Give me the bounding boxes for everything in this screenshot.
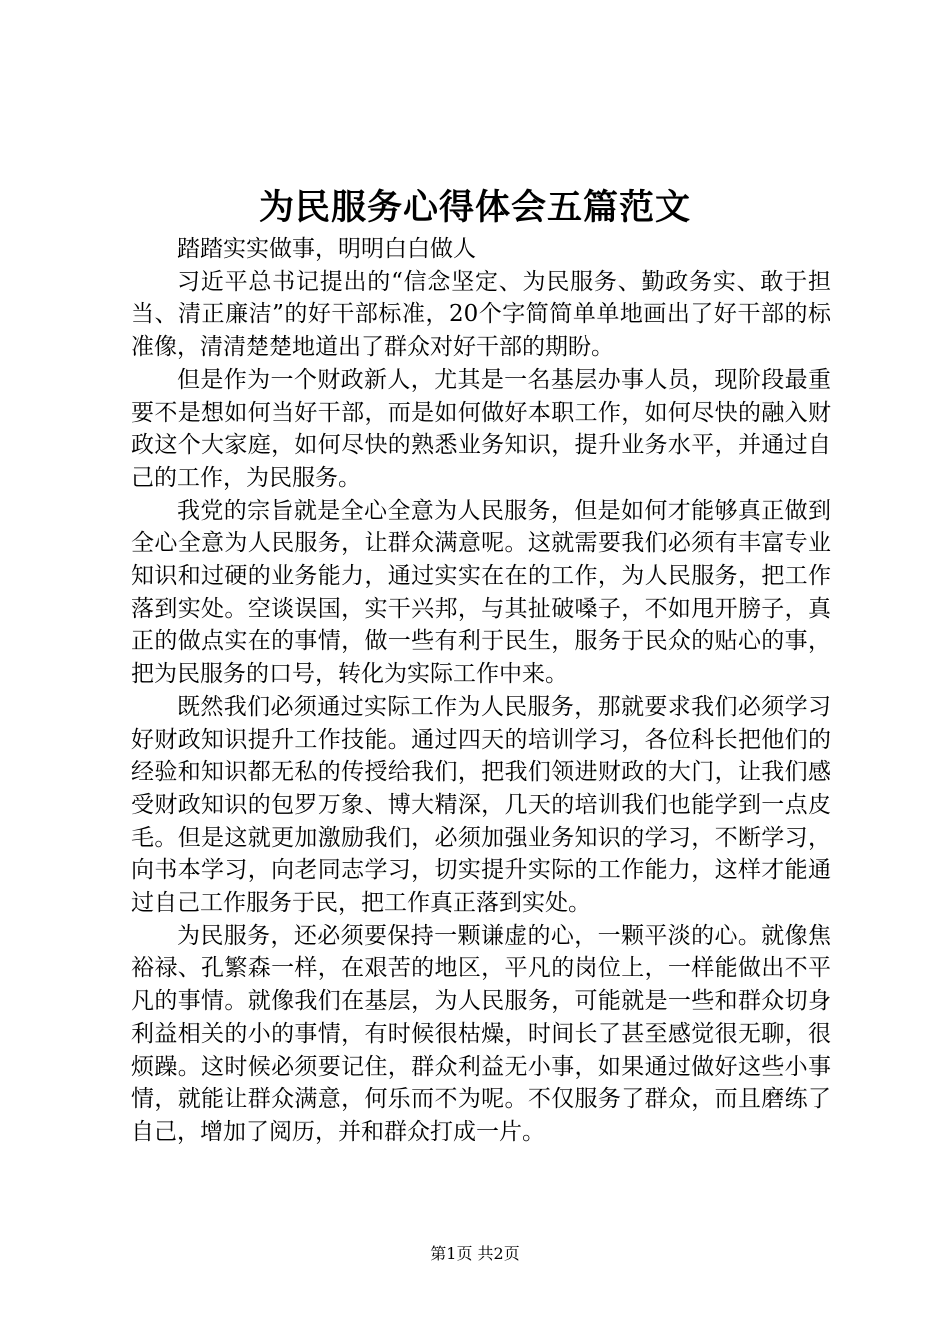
- page-footer: 第1页 共2页: [430, 1244, 520, 1263]
- paragraph: 踏踏实实做事，明明白白做人: [177, 236, 476, 262]
- document-title: 为民服务心得体会五篇范文: [258, 187, 691, 228]
- document-body: [131, 233, 831, 1149]
- paragraph: 为民服务，还必须要保持一颗谦虚的心，一颗平淡的心。就像焦裕禄、孔繁森一样，在艰苦的地区，平凡的岗位上，一样能做出不平凡的事情。就像我们在基层，为人民服务，可能就是一些和群众切身利益相关的小的事情，有时候很枯燥，时间长了甚至感觉很无聊，很烦躁。这时候必须要记住，群众利益无小事，如果通过做好这些小事情，就能让群众满意，何乐而不为呢。不仅服务了群众，而且磨练了自己，增加了阅历，并和群众打成一片。: [131, 922, 831, 1145]
- paragraph: 习近平总书记提出的“信念坚定、为民服务、勤政务实、敢于担当、清正廉洁”的好干部标准，20个字简简单单地画出了好干部的标准像，清清楚楚地道出了群众对好干部的期盼。: [131, 268, 831, 361]
- paragraph: 既然我们必须通过实际工作为人民服务，那就要求我们必须学习好财政知识提升工作技能。通过四天的培训学习，各位科长把他们的经验和知识都无私的传授给我们，把我们领进财政的大门，让我们感受财政知识的包罗万象、博大精深，几天的培训我们也能学到一点皮毛。但是这就更加激励我们，必须加强业务知识的学习，不断学习，向书本学习，向老同志学习，切实提升实际的工作能力，这样才能通过自己工作服务于民，把工作真正落到实处。: [131, 693, 831, 917]
- paragraph: 但是作为一个财政新人，尤其是一名基层办事人员，现阶段最重要不是想如何当好干部，而是如何做好本职工作，如何尽快的融入财政这个大家庭，如何尽快的熟悉业务知识，提升业务水平，并通过自己的工作，为民服务。: [131, 366, 831, 491]
- paragraph: 我党的宗旨就是全心全意为人民服务，但是如何才能够真正做到全心全意为人民服务，让群众满意呢。这就需要我们必须有丰富专业知识和过硬的业务能力，通过实实在在的工作，为人民服务，把工作落到实处。空谈误国，实干兴邦，与其扯破嗓子，不如甩开膀子，真正的做点实在的事情，做一些有利于民生，服务于民众的贴心的事，把为民服务的口号，转化为实际工作中来。: [131, 497, 831, 688]
